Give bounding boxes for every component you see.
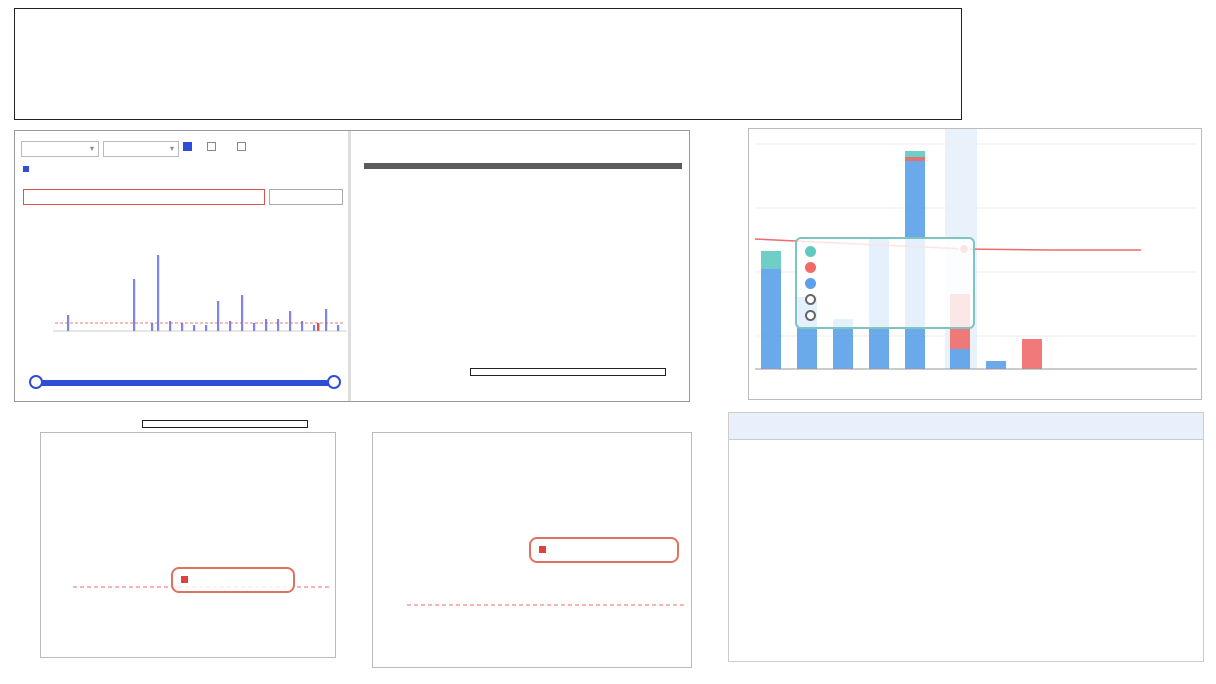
add-region-button[interactable] [23, 189, 265, 205]
supply-search-panel [14, 130, 690, 402]
bar [265, 319, 267, 331]
apt-empty-message [364, 169, 682, 175]
range-slider-end-handle[interactable] [327, 375, 341, 389]
legend-square-icon [181, 576, 188, 583]
series-dot-icon [805, 310, 816, 321]
checkbox-month[interactable] [237, 142, 248, 151]
stacked-bar[interactable] [905, 157, 925, 161]
bar [325, 309, 327, 331]
district-compare-chart [748, 128, 1202, 400]
tooltip-row [805, 259, 965, 275]
range-slider-start-handle[interactable] [29, 375, 43, 389]
bar [157, 255, 159, 331]
complex-table-panel [728, 412, 1204, 662]
compare-tooltip [795, 237, 975, 329]
bar [193, 325, 195, 331]
chart-pane [15, 131, 351, 401]
bar [151, 323, 153, 331]
series-dot-icon [805, 294, 816, 305]
col-units[interactable] [1153, 413, 1203, 439]
bar [317, 323, 319, 331]
col-address[interactable] [867, 413, 1089, 439]
table-header [729, 413, 1203, 439]
checkbox-year[interactable] [183, 142, 194, 151]
col-date[interactable] [1089, 413, 1153, 439]
stacked-bar[interactable] [950, 349, 970, 369]
seongdong-note [470, 368, 666, 376]
legend-square-icon [539, 546, 546, 553]
seongdong-tooltip [529, 537, 679, 563]
checkbox-empty-icon [207, 142, 216, 151]
district-select[interactable] [103, 141, 179, 157]
bar [277, 319, 279, 331]
bar [253, 323, 255, 331]
bar [133, 279, 135, 331]
yongsan-note [142, 420, 308, 428]
header-box [14, 8, 962, 120]
chevron-down-icon: ▾ [89, 144, 94, 153]
stacked-bar[interactable] [1022, 339, 1042, 369]
delete-all-button[interactable] [269, 189, 343, 205]
series-dot-icon [805, 278, 816, 289]
bar [337, 325, 339, 331]
yongsan-tooltip [171, 567, 295, 593]
bar [229, 321, 231, 331]
range-slider-track[interactable] [35, 380, 335, 386]
bar [217, 301, 219, 331]
tooltip-row [805, 275, 965, 291]
bar [205, 325, 207, 331]
bar [169, 321, 171, 331]
checkbox-quarter[interactable] [207, 142, 218, 151]
bar [301, 321, 303, 331]
tooltip-row [805, 291, 965, 307]
col-name[interactable] [729, 413, 867, 439]
stacked-bar[interactable] [761, 269, 781, 369]
yongsan-chart-svg [41, 433, 335, 657]
stacked-bar[interactable] [761, 251, 781, 269]
legend-square-icon [23, 166, 29, 172]
checkbox-empty-icon [237, 142, 246, 151]
series-dot-icon [805, 246, 816, 257]
chevron-down-icon: ▾ [169, 144, 174, 153]
tooltip-row [805, 307, 965, 323]
checkbox-checked-icon [183, 142, 192, 151]
bar [181, 323, 183, 331]
complex-table [729, 413, 1203, 440]
seongdong-chart [372, 432, 692, 668]
stacked-bar[interactable] [986, 361, 1006, 369]
series-dot-icon [805, 262, 816, 273]
city-select[interactable] [21, 141, 99, 157]
bar [241, 295, 243, 331]
yongsan-chart [40, 432, 336, 658]
supply-bar-chart [15, 227, 351, 351]
bar [313, 325, 315, 331]
apt-supply-pane [354, 131, 690, 401]
tooltip-row [805, 243, 965, 259]
apt-table [364, 163, 682, 175]
region-legend [23, 165, 343, 185]
bar [289, 311, 291, 331]
